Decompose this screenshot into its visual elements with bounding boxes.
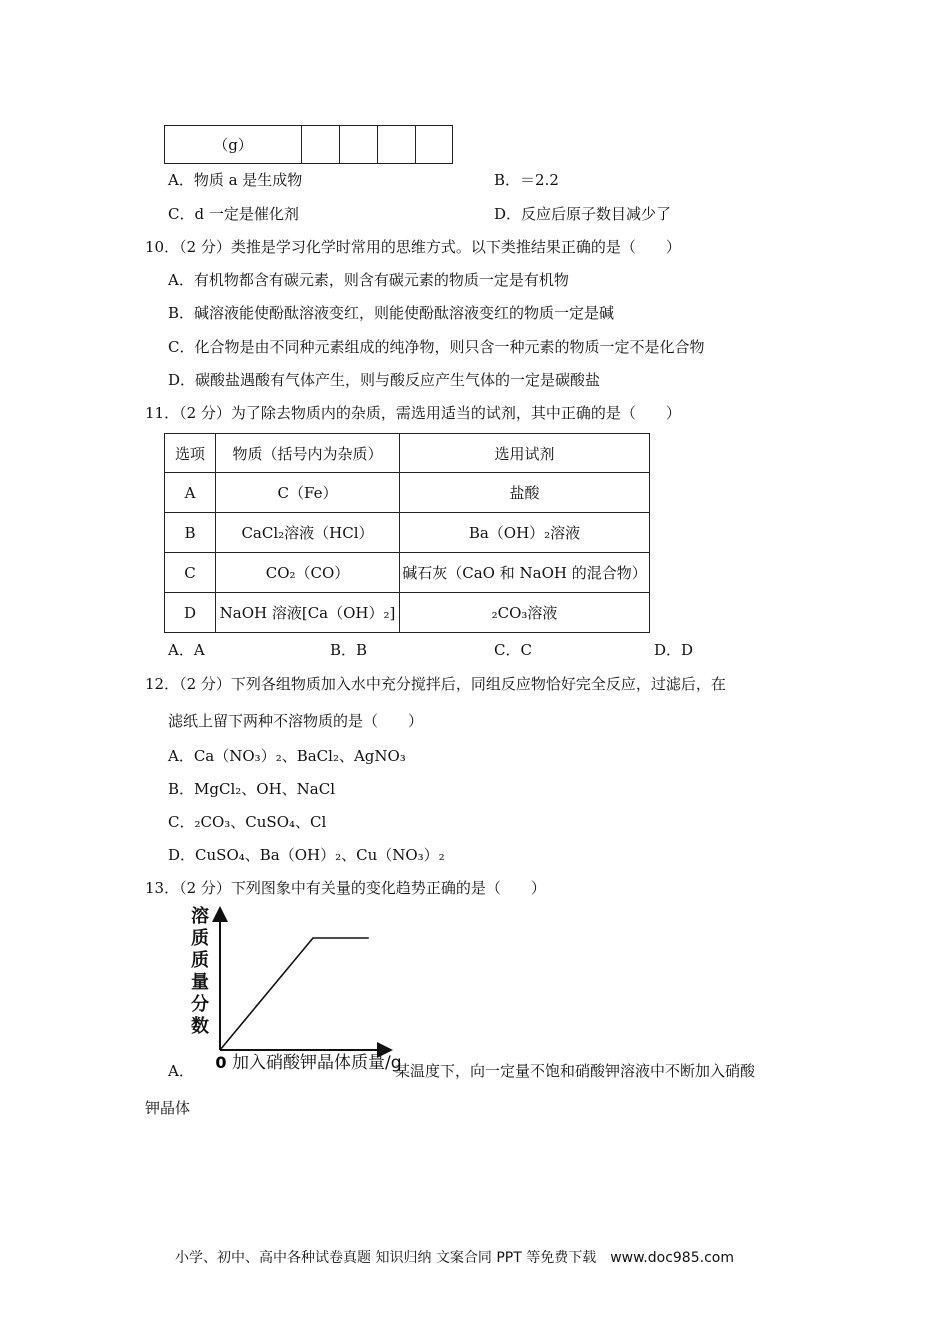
q12-option-c[interactable]: C．₂CO₃、CuSO₄、Cl xyxy=(168,813,327,831)
y-axis-label-char: 质 xyxy=(191,928,209,949)
series-line xyxy=(220,938,369,1050)
q11-cell: D xyxy=(165,593,216,633)
q11-table xyxy=(164,433,650,633)
q11-cell: A xyxy=(165,473,216,513)
q9-table-cell-unit: （g） xyxy=(165,126,302,164)
q11-cell: Ba（OH）₂溶液 xyxy=(400,513,650,553)
q11-option-d[interactable]: D．D xyxy=(654,641,694,659)
q11-cell: NaOH 溶液[Ca（OH）₂] xyxy=(216,593,400,633)
q10-option-b[interactable]: B．碱溶液能使酚酞溶液变红，则能使酚酞溶液变红的物质一定是碱 xyxy=(168,304,615,322)
q11-cell: 盐酸 xyxy=(400,473,650,513)
q12-stem-line2: 滤纸上留下两种不溶物质的是（ ） xyxy=(168,712,424,730)
x-axis-label: 加入硝酸钾晶体质量/g xyxy=(232,1053,402,1073)
q11-cell: C xyxy=(165,553,216,593)
table-row xyxy=(165,513,650,553)
q12-option-d[interactable]: D．CuSO₄、Ba（OH）₂、Cu（NO₃）₂ xyxy=(168,846,445,864)
q11-header-option: 选项 xyxy=(165,434,216,473)
q9-table xyxy=(164,125,453,164)
q11-option-c[interactable]: C．C xyxy=(494,641,532,659)
q10-option-a[interactable]: A．有机物都含有碳元素，则含有碳元素的物质一定是有机物 xyxy=(168,271,569,289)
y-axis-label-char: 量 xyxy=(191,972,209,993)
y-axis-label-char: 分 xyxy=(191,994,209,1015)
q9-option-b[interactable]: B．＝2.2 xyxy=(494,171,559,189)
y-axis-label-char: 质 xyxy=(191,950,209,971)
q13-option-a-text: 某温度下，向一定量不饱和硝酸钾溶液中不断加入硝酸 xyxy=(395,1062,756,1080)
q12-option-b[interactable]: B．MgCl₂、OH、NaCl xyxy=(168,780,335,798)
q11-header-reagent: 选用试剂 xyxy=(400,434,650,473)
y-axis-label-char: 数 xyxy=(191,1016,209,1037)
q9-table-cell xyxy=(340,126,378,164)
q9-table-cell xyxy=(416,126,453,164)
q12-option-a[interactable]: A．Ca（NO₃）₂、BaCl₂、AgNO₃ xyxy=(168,747,406,765)
q11-cell: 碱石灰（CaO 和 NaOH 的混合物） xyxy=(400,553,650,593)
q13-chart xyxy=(185,900,405,1080)
q12-stem-line1: 12．（2 分）下列各组物质加入水中充分搅拌后，同组反应物恰好完全反应，过滤后，在 xyxy=(145,675,726,693)
q9-option-a[interactable]: A．物质 a 是生成物 xyxy=(168,171,303,189)
q13-option-a-letter[interactable]: A． xyxy=(168,1062,194,1080)
y-axis-label xyxy=(191,905,209,1037)
q11-cell: ₂CO₃溶液 xyxy=(400,593,650,633)
q11-header-substance: 物质（括号内为杂质） xyxy=(216,434,400,473)
q9-option-c[interactable]: C．d 一定是催化剂 xyxy=(168,205,299,223)
q9-option-d[interactable]: D．反应后原子数目减少了 xyxy=(494,205,672,223)
y-axis-label-char: 溶 xyxy=(191,906,209,927)
table-row xyxy=(165,593,650,633)
q11-cell: CO₂（CO） xyxy=(216,553,400,593)
q11-stem: 11．（2 分）为了除去物质内的杂质，需选用适当的试剂，其中正确的是（ ） xyxy=(145,404,681,422)
footer: 小学、初中、高中各种试卷真题 知识归纳 文案合同 PPT 等免费下载 www.doc985.com xyxy=(175,1250,734,1266)
table-row xyxy=(165,553,650,593)
q10-option-d[interactable]: D．碳酸盐遇酸有气体产生，则与酸反应产生气体的一定是碳酸盐 xyxy=(168,371,601,389)
q10-stem: 10．（2 分）类推是学习化学时常用的思维方式。以下类推结果正确的是（ ） xyxy=(145,238,681,256)
table-row xyxy=(165,473,650,513)
q13-stem: 13．（2 分）下列图象中有关量的变化趋势正确的是（ ） xyxy=(145,879,546,897)
q11-option-b[interactable]: B．B xyxy=(330,641,368,659)
q13-option-a-text-line2: 钾晶体 xyxy=(145,1099,191,1117)
q9-table-cell xyxy=(378,126,416,164)
q9-table-cell xyxy=(302,126,340,164)
q11-cell: B xyxy=(165,513,216,553)
q11-cell: C（Fe） xyxy=(216,473,400,513)
q11-option-a[interactable]: A．A xyxy=(168,641,205,659)
q10-option-c[interactable]: C．化合物是由不同种元素组成的纯净物，则只含一种元素的物质一定不是化合物 xyxy=(168,338,705,356)
origin-label: 0 xyxy=(215,1053,227,1072)
q11-cell: CaCl₂溶液（HCl） xyxy=(216,513,400,553)
